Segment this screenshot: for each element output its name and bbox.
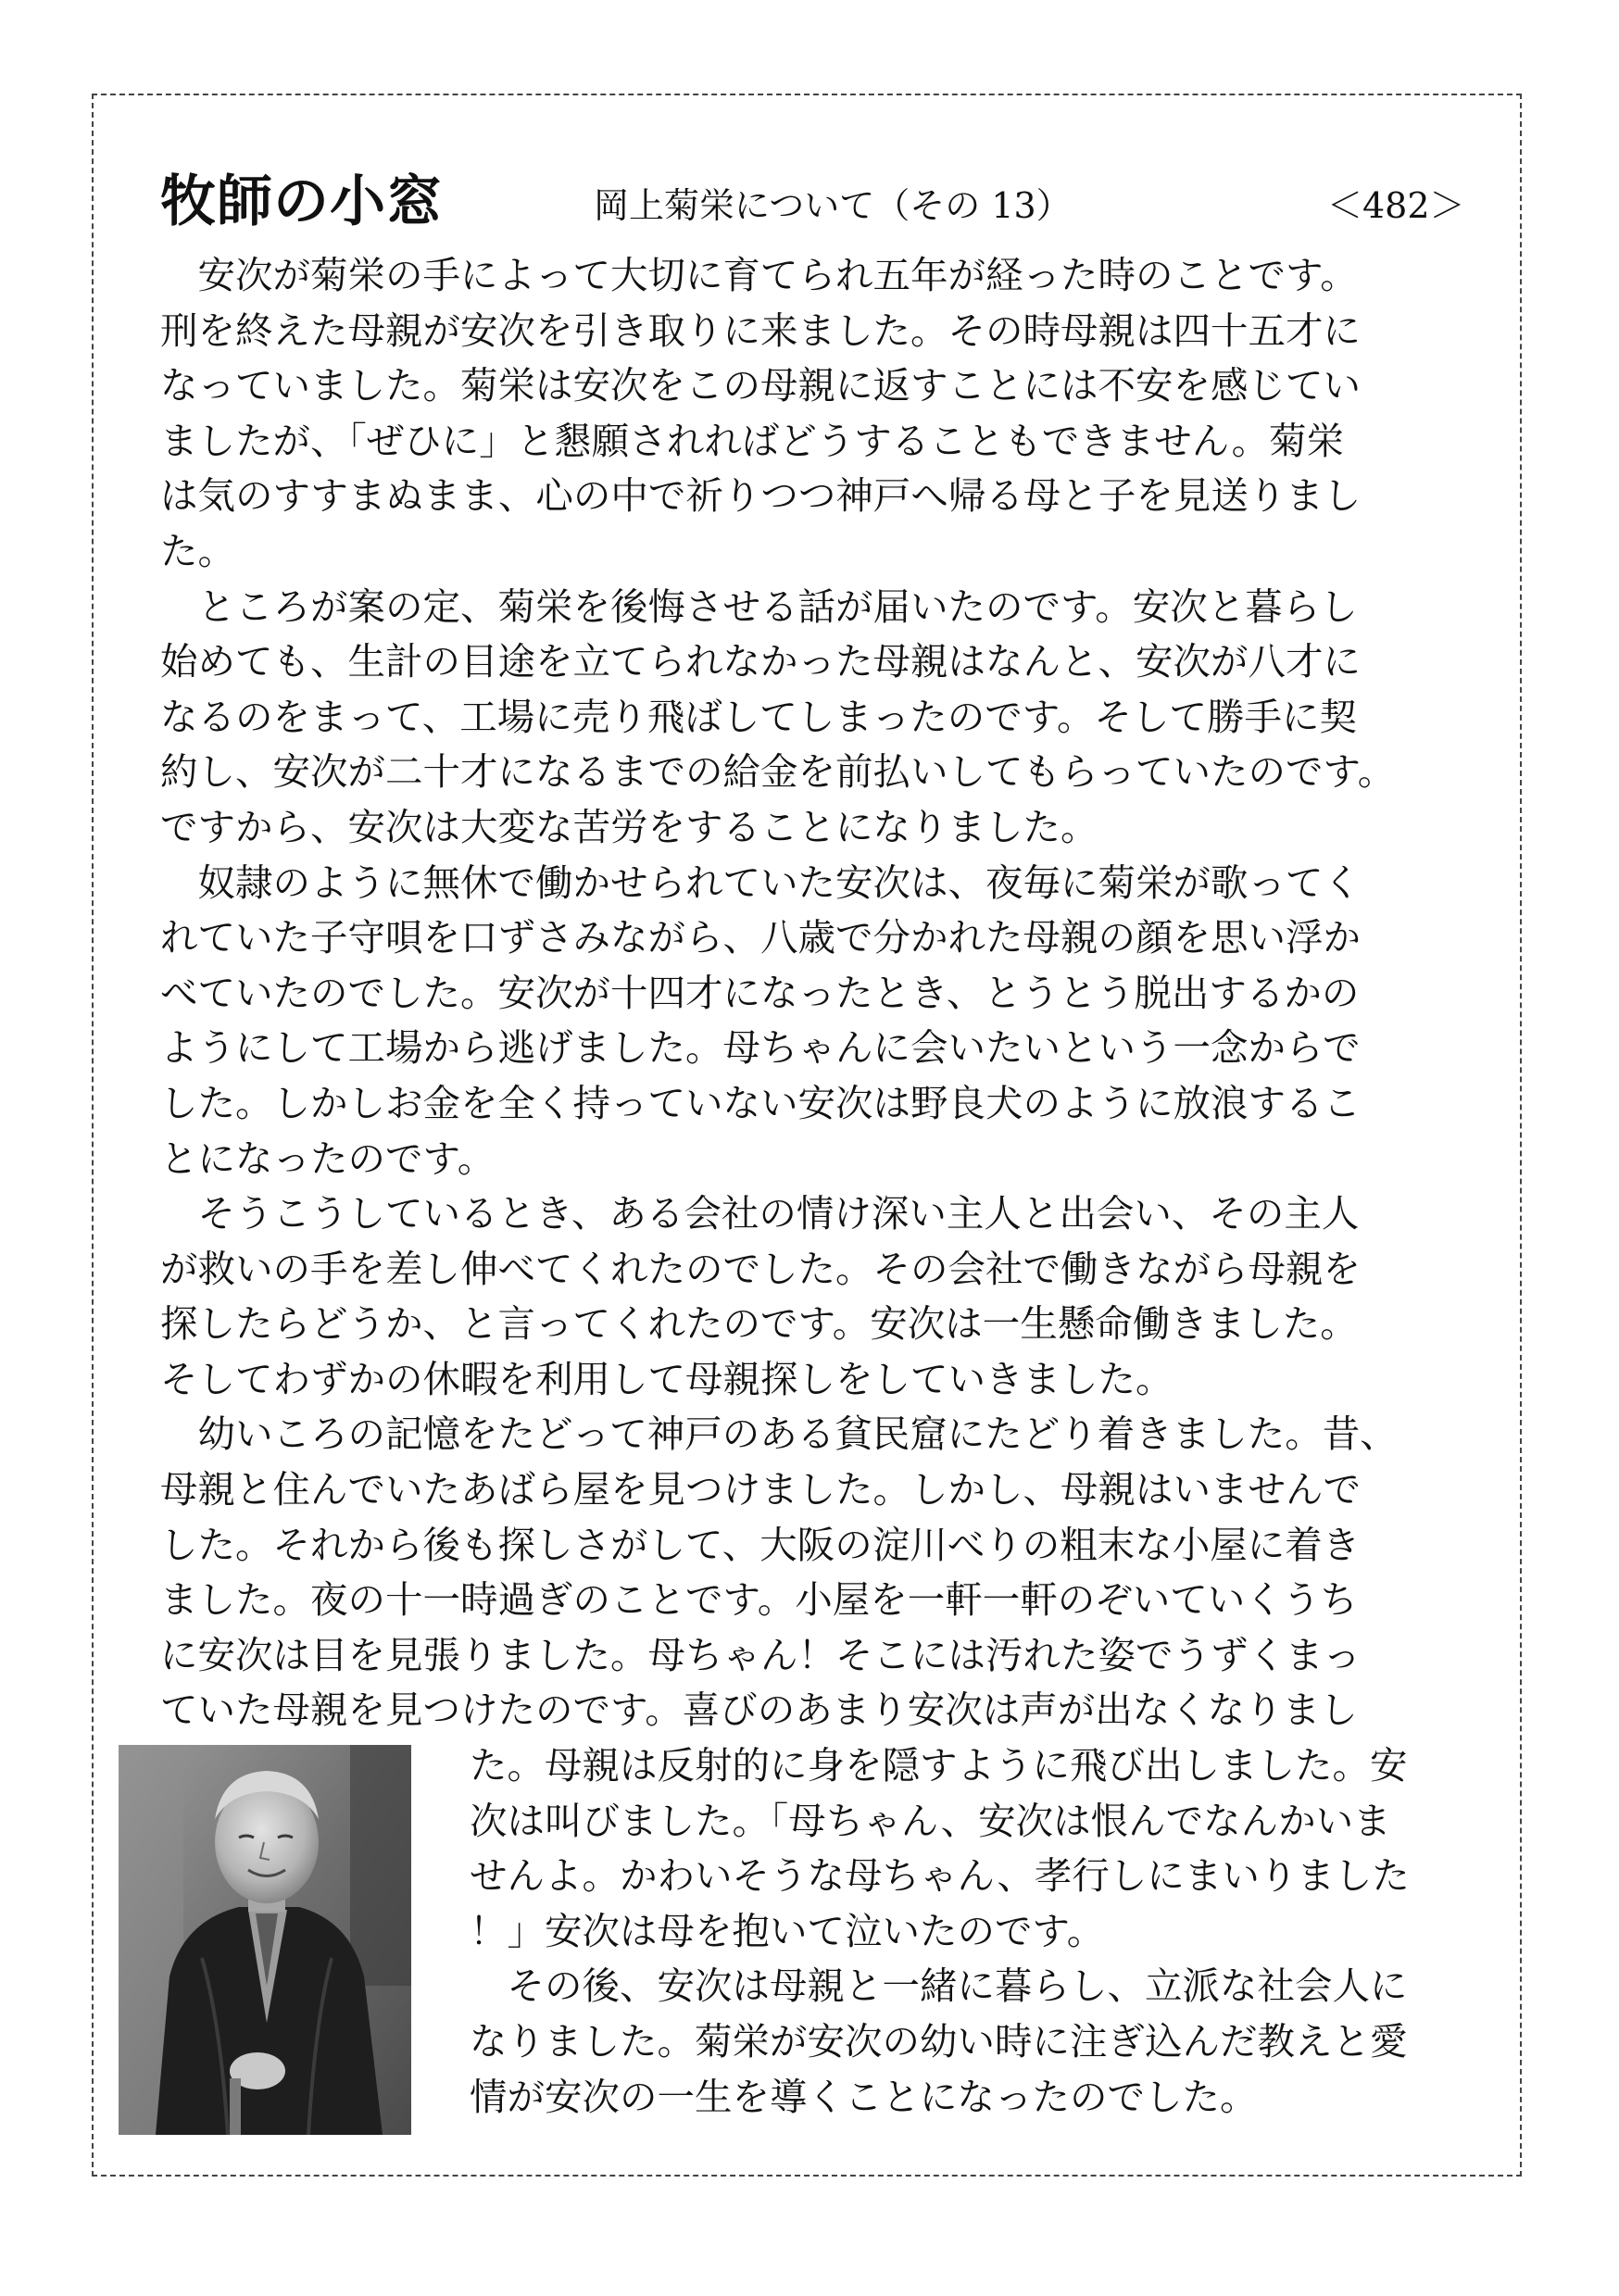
body-line: に安次は目を見張りました。母ちゃん！そこには汚れた姿でうずくまっ [160, 1632, 1361, 1677]
wrapped-line: 情が安次の一生を導くことになったのでした。 [470, 2074, 1258, 2119]
body-line: ました。夜の十一時過ぎのことです。小屋を一軒一軒のぞいていくうち [160, 1577, 1358, 1623]
wrapped-line: その後、安次は母親と一緒に暮らし、立派な社会人に [470, 1964, 1408, 2009]
body-line: した。それから後も探しさがして、大阪の淀川べりの粗末な小屋に着き [160, 1522, 1361, 1567]
body-line: ですから、安次は大変な苦労をすることになりました。 [160, 804, 1098, 849]
issue-number: ＜482＞ [1327, 185, 1465, 226]
wrapped-line: ！」安次は母を抱いて泣いたのです。 [470, 1908, 1105, 1953]
body-line: た。 [160, 528, 235, 573]
body-line: 刑を終えた母親が安次を引き取りに来ました。その時母親は四十五才に [160, 307, 1361, 353]
wrapped-line: 次は叫びました。「母ちゃん、安次は恨んでなんかいま [470, 1798, 1391, 1843]
body-line: 安次が菊栄の手によって大切に育てられ五年が経った時のことです。 [160, 253, 1358, 297]
body-line: ていた母親を見つけたのです。喜びのあまり安次は声が出なくなりまし [160, 1687, 1358, 1733]
body-line: べていたのでした。安次が十四才になったとき、とうとう脱出するかの [160, 970, 1360, 1015]
body-line: そうこうしているとき、ある会社の情け深い主人と出会い、その主人 [160, 1191, 1360, 1236]
body-line: とになったのです。 [160, 1135, 496, 1181]
body-line: そしてわずかの休暇を利用して母親探しをしていきました。 [160, 1356, 1173, 1401]
body-line: ところが案の定、菊栄を後悔させる話が届いたのです。安次と暮らし [160, 583, 1358, 629]
body-line: 始めても、生計の目途を立てられなかった母親はなんと、安次が八才に [160, 639, 1361, 684]
body-line: は気のすすまぬまま、心の中で祈りつつ神戸へ帰る母と子を見送りまし [160, 473, 1362, 519]
article-header [160, 165, 1494, 239]
wrapped-line: せんよ。かわいそうな母ちゃん、孝行しにまいりました [470, 1853, 1410, 1899]
body-line: 幼いころの記憶をたどって神戸のある貧民窟にたどり着きました。昔、 [160, 1411, 1398, 1457]
body-line: れていた子守唄を口ずさみながら、八歳で分かれた母親の顔を思い浮か [160, 915, 1361, 960]
body-line: なっていました。菊栄は安次をこの母親に返すことには不安を感じてい [160, 363, 1361, 408]
body-line: 奴隷のように無休で働かせられていた安次は、夜毎に菊栄が歌ってく [160, 859, 1361, 905]
wrapped-line: た。母親は反射的に身を隠すように飛び出しました。安 [470, 1743, 1408, 1788]
body-line: 約し、安次が二十才になるまでの給金を前払いしてもらっていたのです。 [160, 749, 1396, 795]
column-title: 牧師の小窓 [160, 169, 443, 234]
body-line: なるのをまって、工場に売り飛ばしてしまったのです。そして勝手に契 [160, 694, 1357, 739]
article-subtitle: 岡上菊栄について（その 13） [594, 185, 1072, 226]
body-line: した。しかしお金を全く持っていない安次は野良犬のように放浪するこ [160, 1080, 1361, 1125]
body-line: 母親と住んでいたあばら屋を見つけました。しかし、母親はいませんで [160, 1467, 1361, 1512]
wrapped-line: なりました。菊栄が安次の幼い時に注ぎ込んだ教えと愛 [470, 2019, 1408, 2064]
body-line: ましたが、「ぜひに」と懇願されればどうすることもできません。菊栄 [160, 418, 1345, 463]
body-line: 探したらどうか、と言ってくれたのです。安次は一生懸命働きました。 [160, 1301, 1358, 1347]
body-line: が救いの手を差し伸べてくれたのでした。その会社で働きながら母親を [160, 1246, 1361, 1291]
body-line: ようにして工場から逃げました。母ちゃんに会いたいという一念からで [160, 1025, 1361, 1071]
portrait-photo [119, 1745, 411, 2135]
